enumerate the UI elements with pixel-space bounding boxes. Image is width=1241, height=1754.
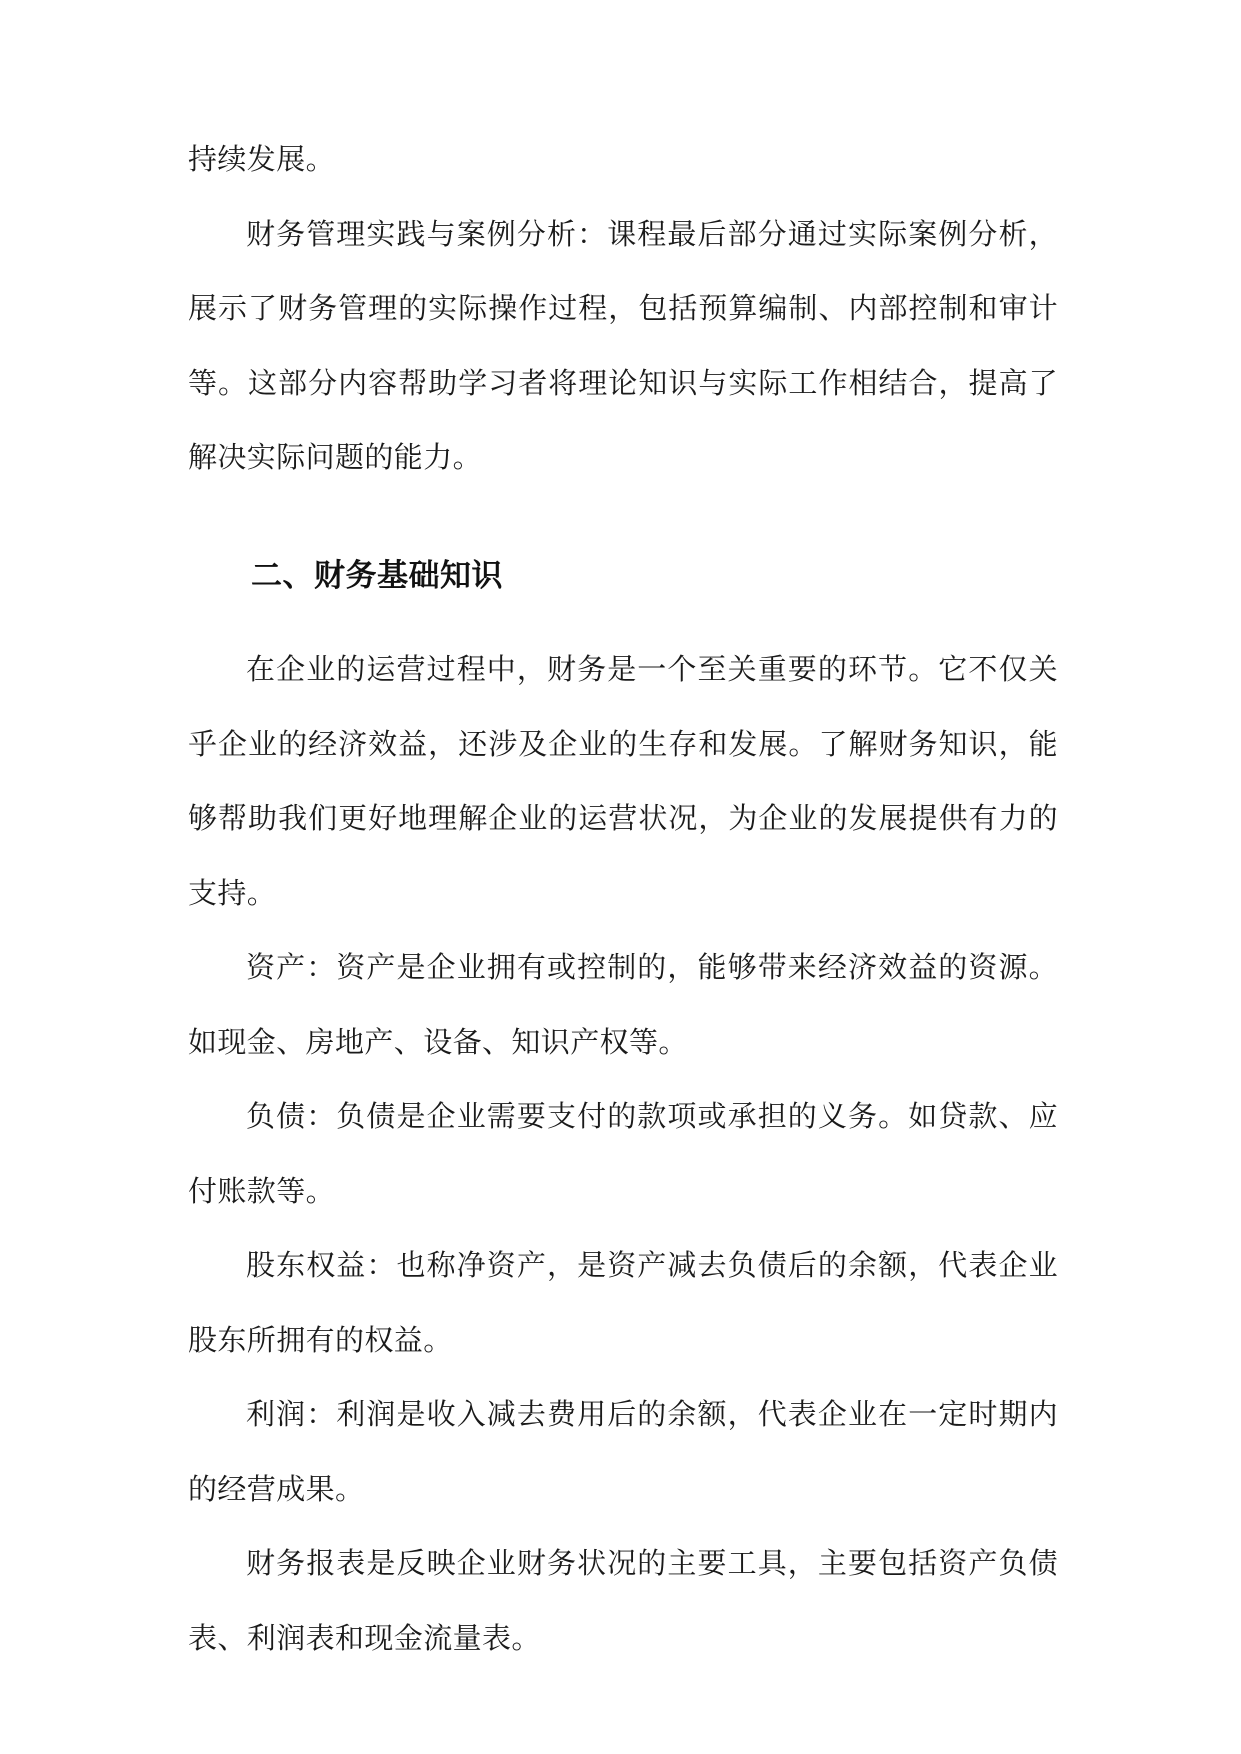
top-text-block: [188, 122, 1058, 495]
section-text-block: [188, 632, 1058, 1675]
paragraph-equity: 股东权益：也称净资产，是资产减去负债后的余额，代表企业股东所拥有的权益。: [188, 1248, 1058, 1357]
paragraph-practice-case-analysis: 财务管理实践与案例分析：课程最后部分通过实际案例分析，展示了财务管理的实际操作过程，包括预算编制、内部控制和审计等。这部分内容帮助学习者将理论知识与实际工作相结合，提高了解决实际问题的能力。: [188, 216, 1058, 474]
paragraph-liabilities: 负债：负债是企业需要支付的款项或承担的义务。如贷款、应付账款等。: [188, 1099, 1058, 1208]
paragraph-intro: 在企业的运营过程中，财务是一个至关重要的环节。它不仅关乎企业的经济效益，还涉及企业的生存和发展。了解财务知识，能够帮助我们更好地理解企业的运营状况，为企业的发展提供有力的支持。: [188, 652, 1058, 910]
section-heading: 二、财务基础知识: [251, 558, 503, 594]
paragraph-continuation: 持续发展。: [188, 142, 336, 176]
paragraph-assets: 资产：资产是企业拥有或控制的，能够带来经济效益的资源。如现金、房地产、设备、知识产权等。: [188, 950, 1058, 1059]
paragraph-profit: 利润：利润是收入减去费用后的余额，代表企业在一定时期内的经营成果。: [188, 1397, 1058, 1506]
paragraph-financial-statements: 财务报表是反映企业财务状况的主要工具，主要包括资产负债表、利润表和现金流量表。: [188, 1546, 1058, 1655]
